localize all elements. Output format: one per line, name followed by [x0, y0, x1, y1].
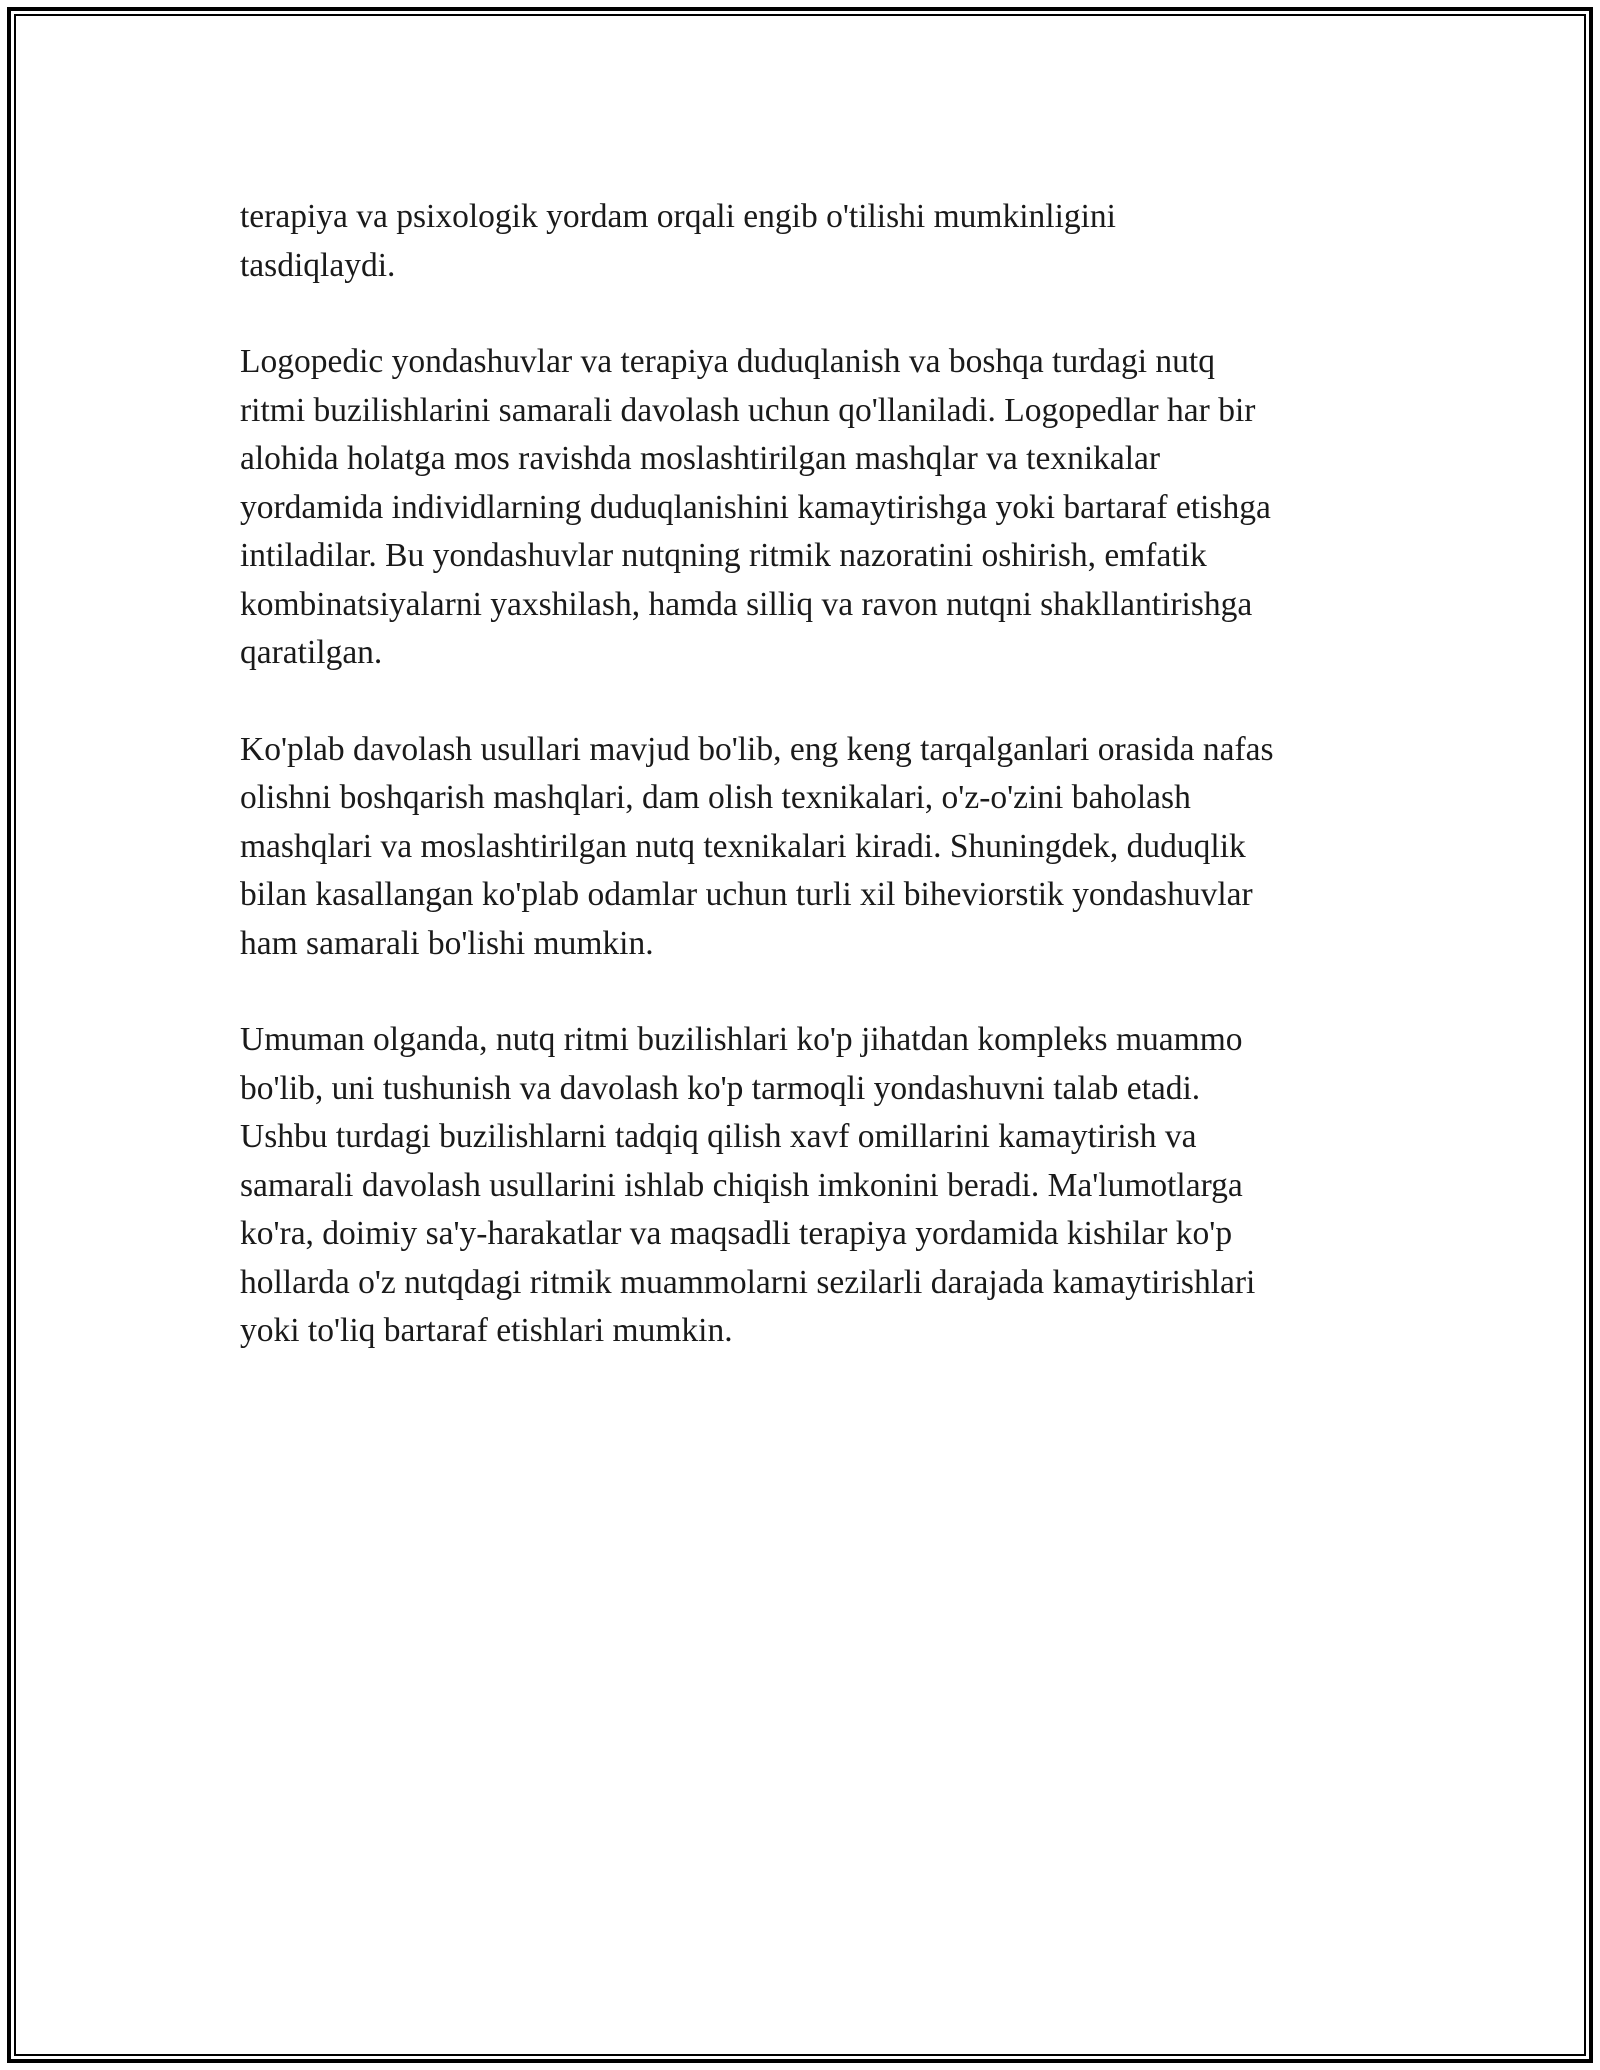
page-frame — [7, 7, 1593, 2063]
paragraph: Ko'plab davolash usullari mavjud bo'lib, eng keng tarqalganlari orasida nafas olishni boshqarish mashqlari, dam olish texnikalari, o'z-o'zini baholash mashqlari va moslashtirilgan nutq texnikalari kiradi. Shuningdek, duduqlik bilan kasallangan ko'plab odamlar uchun turli xil biheviorstik yondashuvlar ham samarali bo'lishi mumkin. — [240, 730, 1274, 962]
document-body — [240, 193, 1400, 1404]
paragraph: terapiya va psixologik yordam orqali engib o'tilishi mumkinligini tasdiqlaydi. — [240, 198, 1116, 284]
paragraph: Umuman olganda, nutq ritmi buzilishlari ko'p jihatdan kompleks muammo bo'lib, uni tushunish va davolash ko'p tarmoqli yondashuvni talab etadi. Ushbu turdagi buzilishlarni tadqiq qilish xavf omillarini kamaytirish va samarali davolash usullarini ishlab chiqish imkonini beradi. Ma'lumotlarga ko'ra, doimiy sa'y-harakatlar va maqsadli terapiya yordamida kishilar ko'p hollarda o'z nutqdagi ritmik muammolarni sezilarli darajada kamaytirishlari yoki to'liq bartaraf etishlari mumkin. — [240, 1021, 1256, 1349]
paragraph: Logopedic yondashuvlar va terapiya duduqlanish va boshqa turdagi nutq ritmi buzilishlarini samarali davolash uchun qo'llaniladi. Logopedlar har bir alohida holatga mos ravishda moslashtirilgan mashqlar va texnikalar yordamida individlarning duduqlanishini kamaytirishga yoki bartaraf etishga intiladilar. Bu yondashuvlar nutqning ritmik nazoratini oshirish, emfatik kombinatsiyalarni yaxshilash, hamda silliq va ravon nutqni shakllantirishga qaratilgan. — [240, 343, 1271, 671]
